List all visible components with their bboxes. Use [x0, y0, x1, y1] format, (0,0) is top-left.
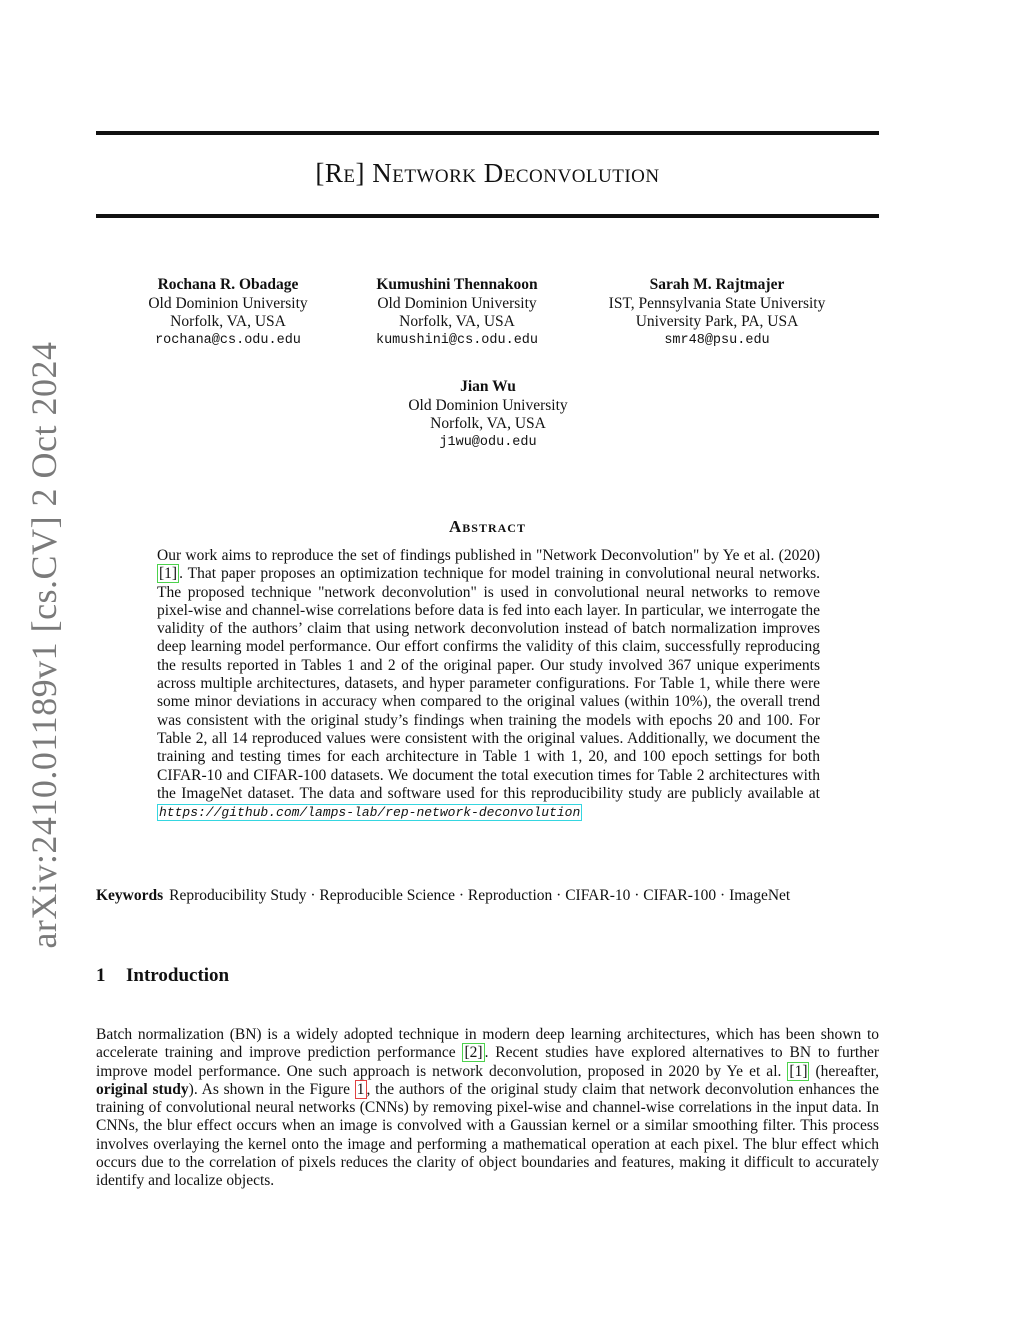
title-word1-rest: etwork [392, 158, 477, 188]
author-location: Norfolk, VA, USA [399, 313, 515, 330]
title-bracket-rest: e] [343, 158, 365, 188]
author-location: Norfolk, VA, USA [170, 313, 286, 330]
citation-link[interactable]: [2] [464, 1044, 483, 1062]
title-word2-rest: econvolution [503, 158, 660, 188]
abstract-heading: Abstract [449, 517, 526, 536]
introduction-paragraph [96, 1026, 879, 1191]
author-block-3 [592, 276, 842, 350]
keywords-line [96, 887, 879, 905]
intro-text-part3: (hereafter, [809, 1062, 879, 1080]
title-word1-initial: N [372, 158, 393, 188]
author-affiliation: Old Dominion University [408, 396, 568, 414]
author-name: Sarah M. Rajtmajer [649, 276, 785, 293]
intro-text-part5: , the authors of the original study claim that network deconvolution enhances the training of convolutional neural networks (CNNs) by removing pixel-wise and channel-wise correlations in the input data. In CNNs, the blur effect occurs when an image is convolved with a Gaussian kernel or a similar smoothing filter. This process involves overlaying the kernel onto the image and performing a mathematical operation at each pixel. The blur effect which occurs due to the correlation of pixels reduces the clarity of object boundaries and features, making it difficult to accurately identify and localize objects. [96, 1080, 880, 1190]
author-affiliation: IST, Pennsylvania State University [608, 294, 826, 312]
author-affiliation: Old Dominion University [377, 294, 537, 312]
keywords-list: Reproducibility Study · Reproducible Science · Reproduction · CIFAR-10 · CIFAR-100 · ImageNet [169, 887, 791, 904]
figure-reference-link[interactable]: 1 [356, 1080, 365, 1098]
section-heading-introduction [96, 965, 229, 987]
abstract-body [157, 547, 820, 821]
section-number: 1 [96, 965, 106, 986]
author-location: University Park, PA, USA [635, 313, 799, 330]
intro-text-part4: ). As shown in the Figure [188, 1080, 355, 1098]
paper-title [96, 158, 879, 189]
author-block-4 [388, 378, 588, 452]
author-email[interactable]: rochana@cs.odu.edu [155, 332, 301, 348]
author-name: Kumushini Thennakoon [376, 276, 538, 293]
intro-text-part2: . Recent studies have explored alternatives to BN to further improve model performance. One such approach is network deconvolution, proposed in 2020 by Ye et al. [96, 1044, 879, 1080]
author-name: Jian Wu [460, 378, 516, 395]
citation-link[interactable]: [1] [159, 565, 178, 583]
intro-bold-term: original study [96, 1080, 189, 1098]
author-email[interactable]: smr48@psu.edu [664, 332, 770, 348]
intro-text-part1: Batch normalization (BN) is a widely adopted technique in modern deep learning architectures, which has been shown to accelerate training and improve prediction performance [96, 1026, 879, 1062]
abstract-text-part1: Our work aims to reproduce the set of findings published in "Network Deconvolution" by Ye et al. (2020) [157, 547, 820, 564]
section-title: Introduction [126, 965, 230, 986]
author-block-1 [128, 276, 328, 350]
author-location: Norfolk, VA, USA [430, 415, 546, 432]
title-word2-initial: D [483, 158, 504, 188]
author-name: Rochana R. Obadage [157, 276, 299, 293]
title-top-rule [96, 131, 879, 135]
title-bottom-rule [96, 214, 879, 218]
repository-link[interactable]: https://github.com/lamps-lab/rep-network-deconvolution [159, 805, 581, 821]
author-affiliation: Old Dominion University [148, 294, 308, 312]
author-block-2 [357, 276, 557, 350]
author-email[interactable]: kumushini@cs.odu.edu [375, 332, 539, 348]
arxiv-identifier-stamp: arXiv:2410.01189v1 [cs.CV] 2 Oct 2024 [24, 341, 64, 949]
keywords-label: Keywords [96, 887, 164, 904]
citation-link[interactable]: [1] [789, 1062, 808, 1080]
abstract-text-part2: . That paper proposes an optimization technique for model training in convolutional neural networks. The proposed technique "network deconvolution" is used in convolutional neural networks to remove pixel-wise and channel-wise correlations before data is fed into each layer. In particular, we interrogate the validity of the authors’ claim that using network deconvolution instead of batch normalization improves deep learning model performance. Our effort confirms the validity of this claim, successfully reproducing the results reported in Tables 1 and 2 of the original paper. Our study involved 367 unique experiments across multiple architectures, datasets, and hyper parameter configurations. For Table 1, while there were some minor deviations in accuracy when compared to the original values (within 10%), the overall trend was consistent with the original study’s findings when training the models with epochs 20 and 100. For Table 2, all 14 reproduced values were consistent with the original values. Additionally, we document the training and testing times for each architecture in Table 1 with 1, 20, and 100 epoch settings for both CIFAR-10 and CIFAR-100 datasets. We document the total execution times for Table 2 architectures with the ImageNet dataset. The data and software used for this reproducibility study are publicly available at [157, 565, 820, 802]
author-email[interactable]: j1wu@odu.edu [439, 434, 537, 450]
title-bracket-initial: [R [315, 158, 344, 188]
